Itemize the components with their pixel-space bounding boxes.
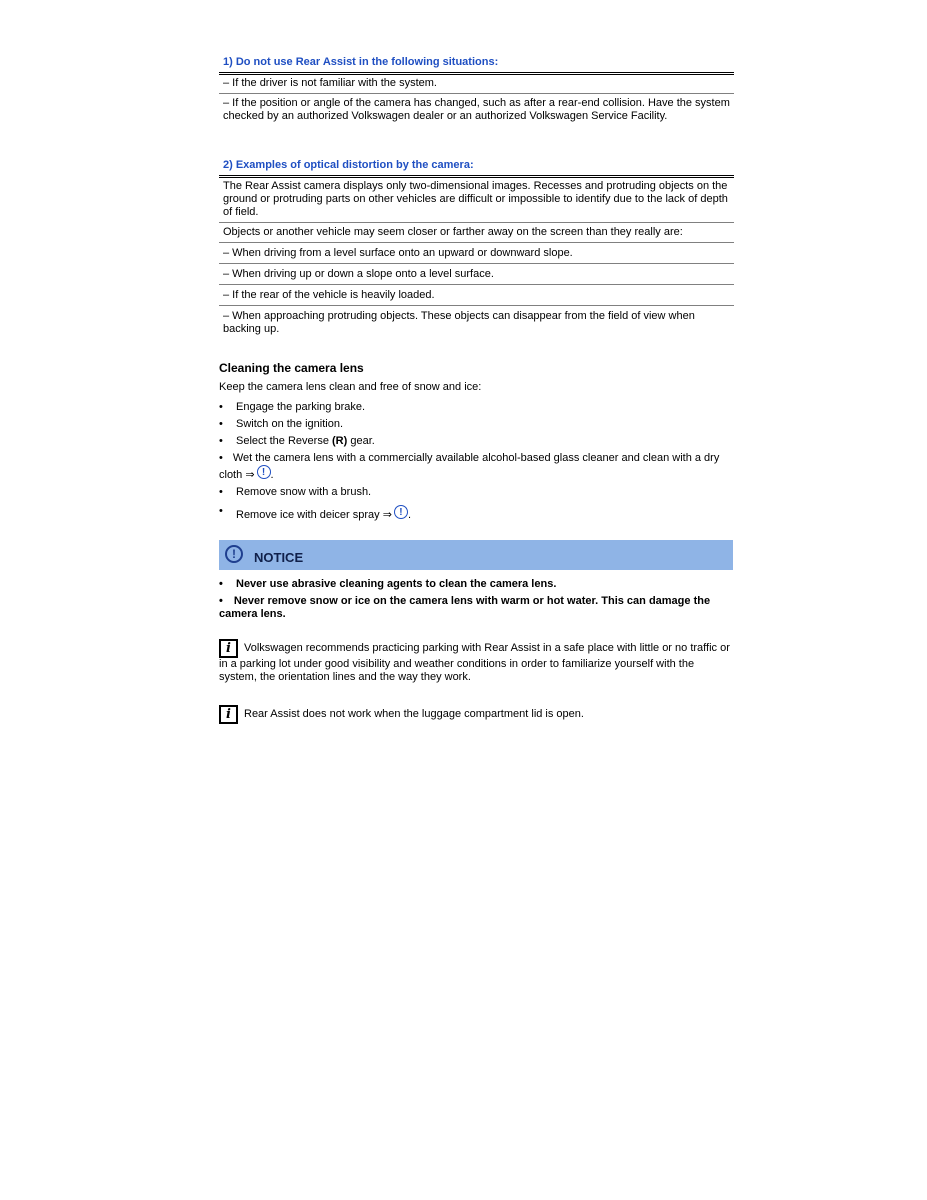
period: .	[407, 509, 412, 521]
arrow-icon: ⇒	[245, 469, 255, 481]
bullet-icon: •	[219, 418, 223, 430]
notice-title: NOTICE	[254, 550, 304, 565]
period: .	[270, 469, 274, 481]
list-item	[219, 578, 734, 591]
list-item-text: Never remove snow or ice on the camera lens with warm or hot water. This can damage the camera lens.	[219, 595, 711, 620]
bullet-icon: •	[219, 452, 223, 464]
list-item	[219, 418, 734, 431]
cleaning-steps	[219, 401, 734, 522]
warning-ref-icon[interactable]: !	[394, 505, 408, 519]
bullet-icon: •	[219, 578, 223, 590]
list-item	[219, 452, 734, 482]
list-item-text: Select the Reverse	[236, 435, 332, 447]
list-item-text: Never use abrasive cleaning agents to clean the camera lens.	[236, 578, 557, 590]
notice-list	[219, 578, 734, 621]
section-1-heading: 1) Do not use Rear Assist in the following situations:	[223, 56, 499, 68]
warning-ref-icon[interactable]: !	[257, 465, 271, 479]
list-item-text: gear.	[347, 435, 375, 447]
list-item-text: Switch on the ignition.	[236, 418, 344, 430]
table-row: – If the driver is not familiar with the system.	[219, 75, 734, 94]
table-row: – If the position or angle of the camera has changed, such as after a rear-end collision. Have the system checked by an authorized Volkswagen dealer or an authorized Volkswagen Service Facility.	[223, 97, 730, 122]
info-note-1	[219, 639, 734, 684]
list-item-text: Engage the parking brake.	[236, 401, 366, 413]
section-title: Cleaning the camera lens	[219, 361, 364, 375]
gear-label: (R)	[332, 435, 348, 447]
list-item	[219, 435, 734, 448]
table-row: – If the rear of the vehicle is heavily loaded.	[219, 285, 734, 306]
list-item	[219, 505, 734, 522]
bullet-icon: •	[219, 505, 223, 517]
table-row: The Rear Assist camera displays only two-dimensional images. Recesses and protruding objects on the ground or protruding parts on other vehicles are difficult or impossible to identify due to the lack of depth of field.	[219, 178, 734, 223]
table-row: – When driving from a level surface onto an upward or downward slope.	[219, 243, 734, 264]
list-item	[219, 401, 734, 414]
bullet-icon: •	[219, 401, 223, 413]
bullet-icon: •	[219, 435, 223, 447]
section-2-table	[219, 159, 734, 339]
info-icon: i	[219, 705, 238, 724]
intro-text: Keep the camera lens clean and free of snow and ice:	[219, 381, 482, 393]
info-icon: i	[219, 639, 238, 658]
notice-items	[219, 578, 734, 621]
section-2-heading: 2) Examples of optical distortion by the camera:	[223, 159, 474, 171]
info-note-text	[219, 705, 734, 724]
notice-banner	[219, 540, 733, 570]
cleaning-section	[219, 361, 734, 522]
table-row: Objects or another vehicle may seem closer or farther away on the screen than they really are:	[219, 223, 734, 243]
info-note-2	[219, 705, 734, 724]
list-item	[219, 486, 734, 499]
info-text: Volkswagen recommends practicing parking with Rear Assist in a safe place with little or no traffic or in a parking lot under good visibility and weather conditions in order to familiarize yourself with the system, the orientation lines and the way they work.	[219, 642, 730, 683]
info-text: Rear Assist does not work when the luggage compartment lid is open.	[244, 708, 584, 720]
arrow-icon: ⇒	[382, 509, 392, 521]
list-item	[219, 595, 734, 621]
table-row: – When approaching protruding objects. These objects can disappear from the field of view when backing up.	[223, 310, 695, 335]
bullet-icon: •	[219, 595, 223, 607]
table-row: – When driving up or down a slope onto a level surface.	[219, 264, 734, 285]
list-item-text: Remove snow with a brush.	[236, 486, 372, 498]
section-1-table	[219, 56, 734, 126]
info-note-text	[219, 639, 734, 684]
bullet-icon: •	[219, 486, 223, 498]
list-item-text: Remove ice with deicer spray	[236, 509, 380, 521]
list-item-text: Wet the camera lens with a commercially available alcohol-based glass cleaner and clean with a dry cloth	[219, 452, 720, 481]
notice-warning-icon: !	[225, 545, 243, 563]
